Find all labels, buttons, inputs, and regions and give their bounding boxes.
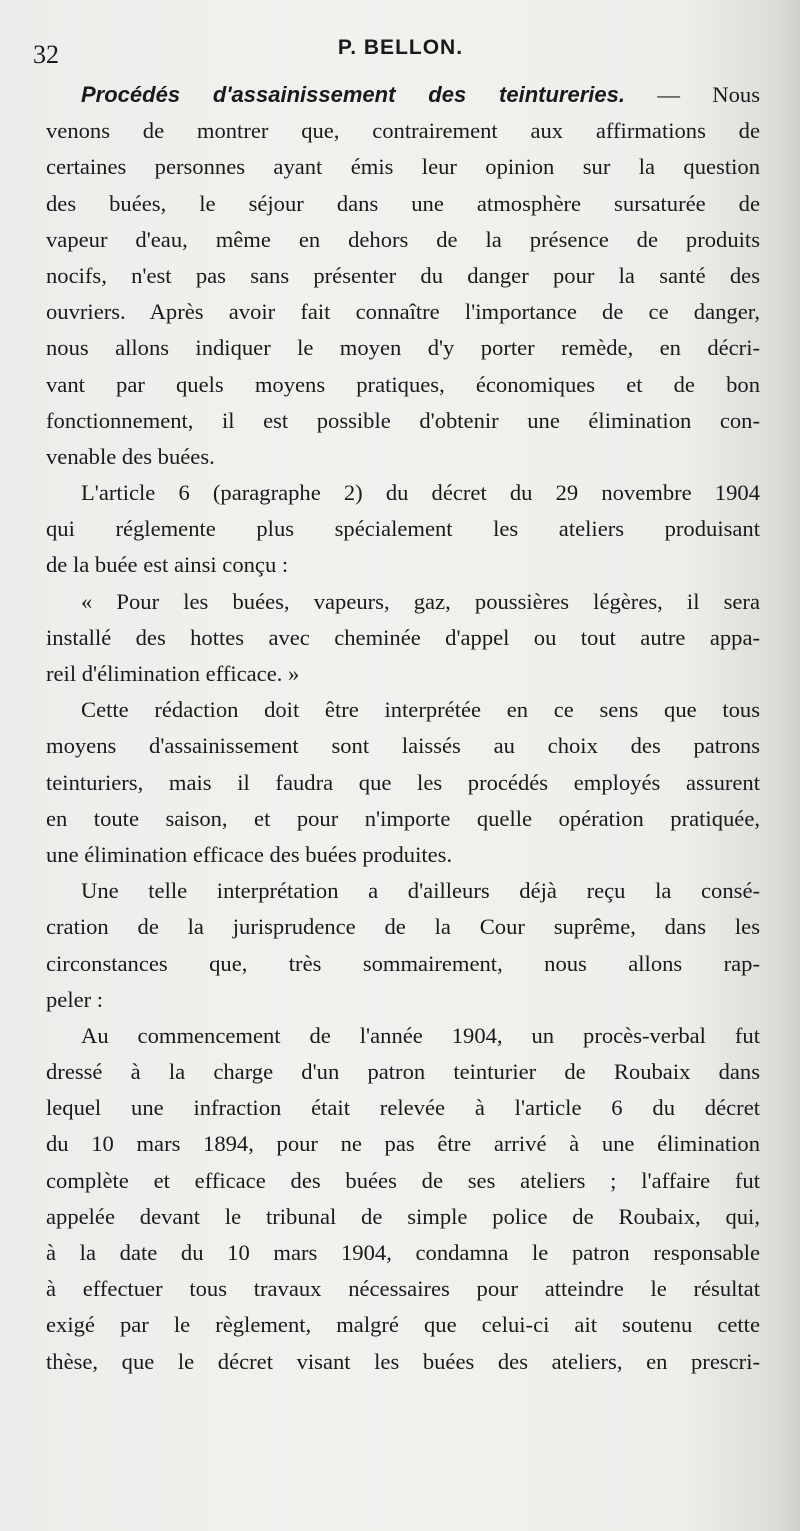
text-line: ouvriers. Après avoir fait connaître l'importance de ce danger, [46,299,760,325]
text-line: venable des buées. [46,443,215,469]
text-line: nocifs, n'est pas sans présenter du danger pour la santé des [46,262,760,288]
section-heading: Procédés d'assainissement des teintureries. [81,82,625,107]
text-line: nous allons indiquer le moyen d'y porter remède, en décri- [46,335,760,361]
text-line: vant par quels moyens pratiques, économiques et de bon [46,371,760,397]
text-line: vapeur d'eau, même en dehors de la présence de produits [46,226,760,252]
text-line: à effectuer tous travaux nécessaires pour atteindre le résultat [46,1276,760,1302]
quote-line: installé des hottes avec cheminée d'appel ou tout autre appa- [46,624,760,650]
quote-line: reil d'élimination efficace. » [46,661,300,686]
page-header [33,32,768,72]
text-line: des buées, le séjour dans une atmosphère sursaturée de [46,190,760,216]
text-line: Procédés d'assainissement des teintureries. — Nous [81,82,760,107]
text-line: thèse, que le décret visant les buées des ateliers, en prescri- [46,1348,760,1374]
text-line: du 10 mars 1894, pour ne pas être arrivé à une élimination [46,1131,760,1157]
text-line: fonctionnement, il est possible d'obtenir une élimination con- [46,407,760,433]
text-line: cration de la jurisprudence de la Cour suprême, dans les [46,914,760,940]
text-line: de la buée est ainsi conçu : [46,552,289,578]
text-line: dressé à la charge d'un patron teinturier de Roubaix dans [46,1059,760,1085]
text-line: L'article 6 (paragraphe 2) du décret du 29 novembre 1904 [81,480,760,506]
text-line: une élimination efficace des buées produites. [46,841,453,867]
quote-line: « Pour les buées, vapeurs, gaz, poussières légères, il sera [81,588,760,614]
text-line: appelée devant le tribunal de simple police de Roubaix, qui, [46,1203,760,1229]
text-line: exigé par le règlement, malgré que celui-ci ait soutenu cette [46,1312,760,1338]
text-line: circonstances que, très sommairement, nous allons rap- [46,950,760,976]
text-line: complète et efficace des buées de ses ateliers ; l'affaire fut [46,1167,760,1193]
text-line: peler : [46,986,104,1012]
page-number: 32 [33,40,59,69]
text-line: Au commencement de l'année 1904, un procès-verbal fut [81,1022,760,1048]
text-line: certaines personnes ayant émis leur opinion sur la question [46,154,760,180]
running-head: P. BELLON. [337,36,464,59]
text-line: teinturiers, mais il faudra que les procédés employés assurent [46,769,760,795]
text-line: à la date du 10 mars 1904, condamna le patron responsable [46,1240,760,1265]
text-line: moyens d'assainissement sont laissés au choix des patrons [46,733,760,759]
text-line: Une telle interprétation a d'ailleurs déjà reçu la consé- [81,878,760,904]
body-text [46,77,760,1380]
text-line: qui réglemente plus spécialement les ateliers produisant [46,516,760,542]
text-line: en toute saison, et pour n'importe quelle opération pratiquée, [46,805,760,831]
text-line: venons de montrer que, contrairement aux affirmations de [46,118,760,144]
text-line: Cette rédaction doit être interprétée en ce sens que tous [81,697,760,723]
text-line: lequel une infraction était relevée à l'article 6 du décret [46,1095,760,1121]
